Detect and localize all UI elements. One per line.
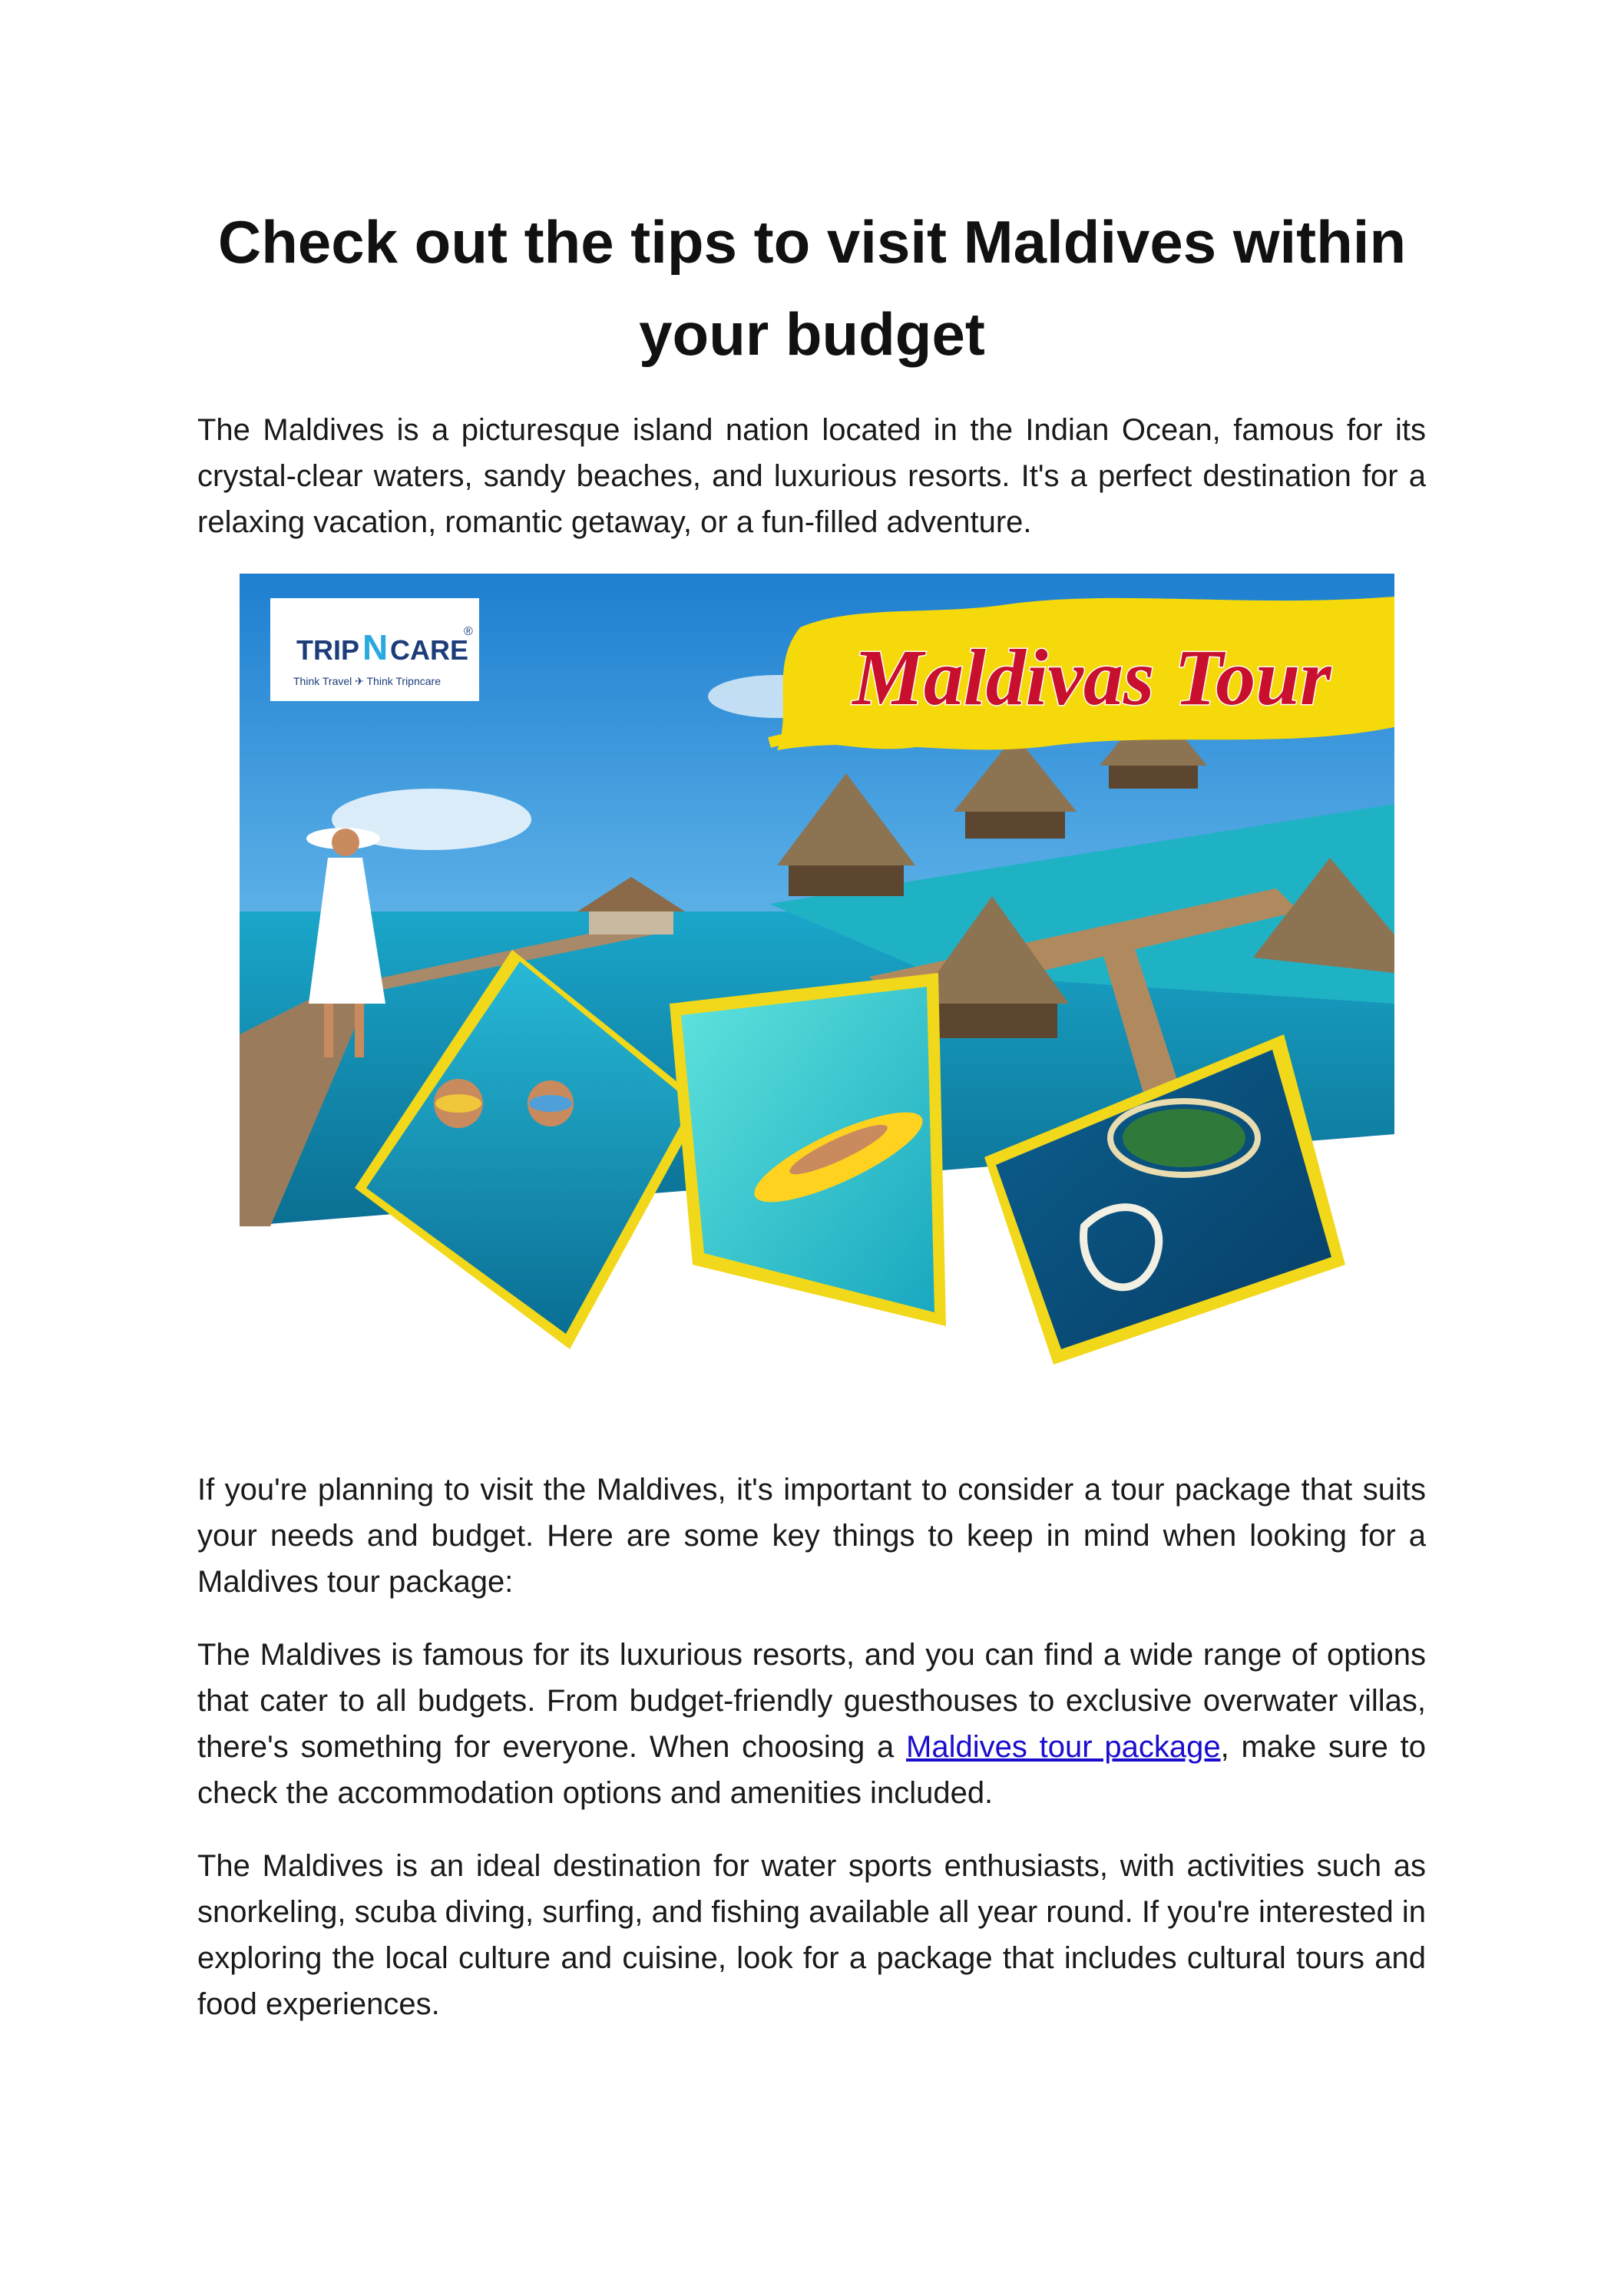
logo-n-text: N xyxy=(362,627,389,667)
activities-paragraph: The Maldives is an ideal destination for water sports enthusiasts, with activities such as snorkeling, scuba diving, surfing, and fishing available all year round. If you're interested in exploring the local culture and cuisine, look for a package that includes cultural tours and food experiences. xyxy=(197,1849,1426,2021)
resorts-paragraph xyxy=(197,1632,1426,1816)
resorts-text-after-link: , make sure to check the accommodation options and amenities included. xyxy=(197,1730,1426,1810)
logo-care-text: CARE xyxy=(390,634,469,666)
logo-trip-text: TRIP xyxy=(296,634,360,666)
photo-lagoon-float xyxy=(670,973,946,1326)
page-title: Check out the tips to visit Maldives within your budget xyxy=(217,208,1407,368)
maldives-tour-banner xyxy=(240,574,1394,1365)
headline-brush xyxy=(769,597,1394,750)
maldives-tour-package-link[interactable]: Maldives tour package xyxy=(906,1730,1221,1764)
logo-registered-mark: ® xyxy=(464,625,473,638)
resorts-text-before-link: The Maldives is famous for its luxurious resorts, and you can find a wide range of options that cater to all budgets. From budget-friendly guesthouses to exclusive overwater villas, there's something for everyone. When choosing a xyxy=(197,1638,1426,1764)
logo-tagline: Think Travel ✈ Think Tripncare xyxy=(293,675,441,687)
intro-paragraph: The Maldives is a picturesque island nation located in the Indian Ocean, famous for its crystal-clear waters, sandy beaches, and luxurious resorts. It's a perfect destination for a relaxing vacation, romantic getaway, or a fun-filled adventure. xyxy=(197,413,1426,539)
tripncare-logo xyxy=(270,598,479,701)
banner-illustration xyxy=(240,574,1394,1365)
headline-text: Maldivas Tour xyxy=(852,634,1331,722)
planning-paragraph: If you're planning to visit the Maldives, it's important to consider a tour package that suits your needs and budget. Here are some key things to keep in mind when looking for a Maldives tour package: xyxy=(197,1473,1426,1599)
